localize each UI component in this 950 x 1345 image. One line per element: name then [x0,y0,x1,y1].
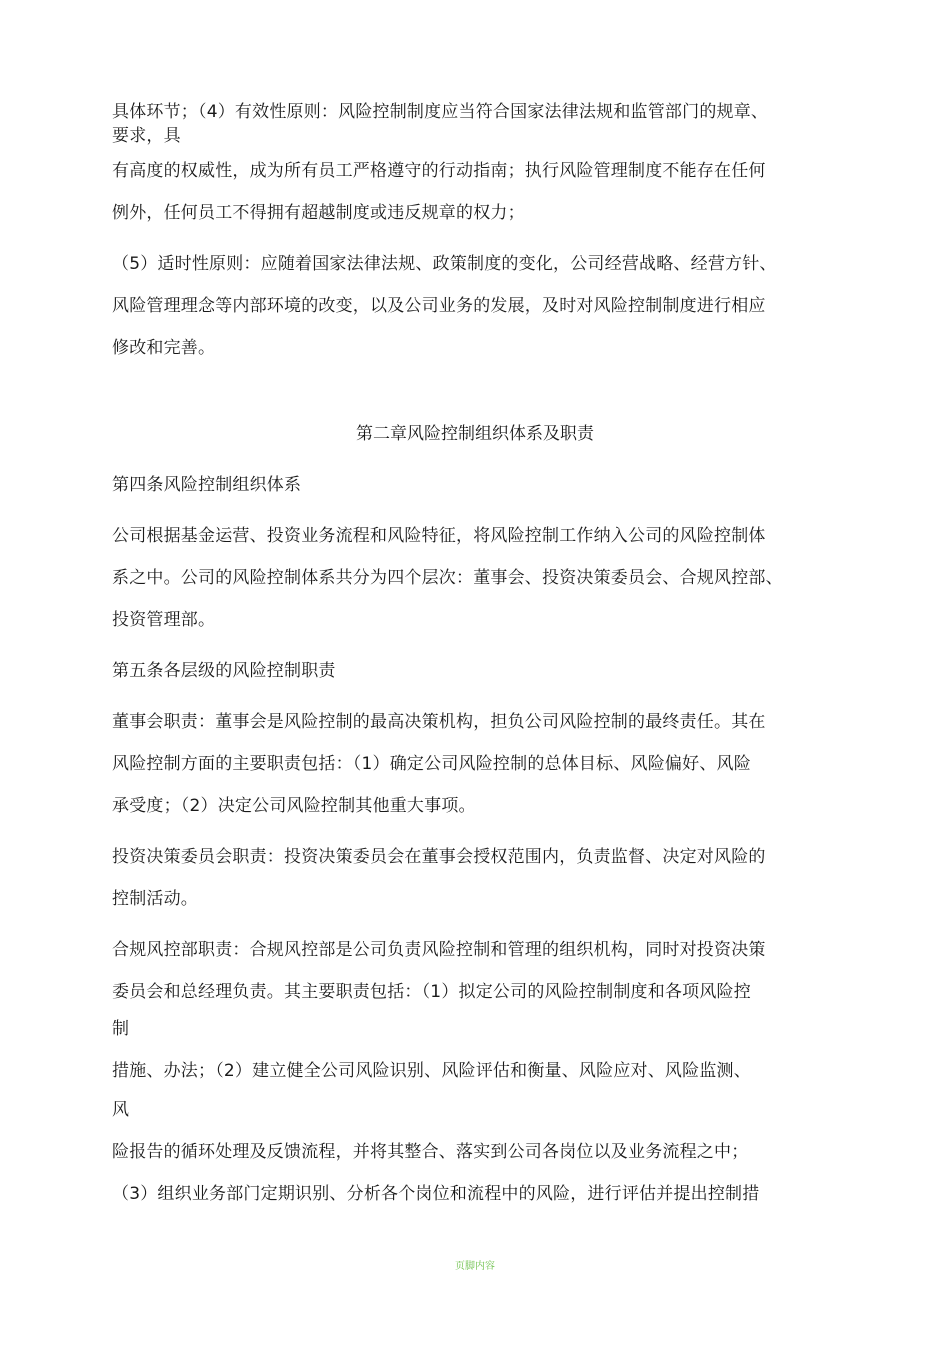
text-line: 风 [112,1100,130,1120]
text-line: 投资管理部。 [112,610,216,630]
text-line: 风险控制方面的主要职责包括：（1）确定公司风险控制的总体目标、风险偏好、风险 [112,754,751,774]
text-line: 控制活动。 [112,889,198,909]
text-line: 公司根据基金运营、投资业务流程和风险特征，将风险控制工作纳入公司的风险控制体 [112,526,766,546]
text-line: 措施、办法；（2）建立健全公司风险识别、风险评估和衡量、风险应对、风险监测、 [112,1061,751,1081]
text-line: （3）组织业务部门定期识别、分析各个岗位和流程中的风险，进行评估并提出控制措 [112,1184,760,1204]
text-line: 制 [112,1019,130,1039]
text-line: 委员会和总经理负责。其主要职责包括：（1）拟定公司的风险控制制度和各项风险控 [112,982,751,1002]
text-line: （5）适时性原则：应随着国家法律法规、政策制度的变化，公司经营战略、经营方针、 [112,254,777,274]
page-footer: 页脚内容 [455,1261,495,1272]
article-heading: 第四条风险控制组织体系 [112,475,302,495]
text-line: 承受度；（2）决定公司风险控制其他重大事项。 [112,796,476,816]
text-line: 具体环节；（4）有效性原则：风险控制制度应当符合国家法律法规和监管部门的规章、 [112,102,769,122]
text-line: 修改和完善。 [112,338,216,358]
text-line: 系之中。公司的风险控制体系共分为四个层次：董事会、投资决策委员会、合规风控部、 [112,568,783,588]
text-line: 有高度的权威性，成为所有员工严格遵守的行动指南；执行风险管理制度不能存在任何 [112,161,766,181]
text-line: 险报告的循环处理及反馈流程，并将其整合、落实到公司各岗位以及业务流程之中； [112,1142,749,1162]
text-line: 要求，具 [112,126,181,146]
text-line: 董事会职责：董事会是风险控制的最高决策机构，担负公司风险控制的最终责任。其在 [112,712,766,732]
text-line: 投资决策委员会职责：投资决策委员会在董事会授权范围内，负责监督、决定对风险的 [112,847,766,867]
text-line: 风险管理理念等内部环境的改变，以及公司业务的发展，及时对风险控制制度进行相应 [112,296,766,316]
article-heading: 第五条各层级的风险控制职责 [112,661,336,681]
text-line: 例外，任何员工不得拥有超越制度或违反规章的权力； [112,203,525,223]
text-line: 合规风控部职责：合规风控部是公司负责风险控制和管理的组织机构，同时对投资决策 [112,940,766,960]
chapter-heading: 第二章风险控制组织体系及职责 [356,424,594,444]
